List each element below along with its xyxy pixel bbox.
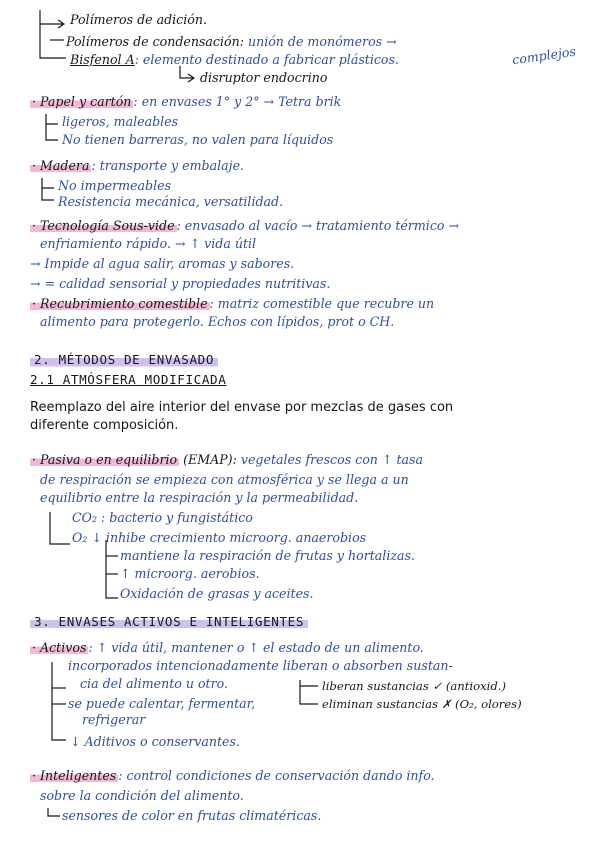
bracket-arrow-icon <box>50 512 70 544</box>
note-text: Bisfenol A <box>70 52 135 67</box>
note-line: disruptor endocrino <box>200 70 328 85</box>
note-term: · Recubrimiento comestible <box>32 296 208 311</box>
note-line: equilibrio entre la respiración y la permeabilidad. <box>40 490 359 505</box>
note-text: : elemento destinado a fabricar plásticos. <box>134 52 399 67</box>
note-line: ligeros, maleables <box>62 114 179 129</box>
arrow-icon <box>48 808 60 816</box>
note-term: · Activos <box>32 640 87 655</box>
note-text: : matriz comestible que recubre un <box>209 296 435 311</box>
note-line: eliminan sustancias ✗ (O₂, olores) <box>322 697 522 711</box>
note-text: unión de monómeros → <box>247 34 397 49</box>
note-line <box>30 768 435 784</box>
note-term: · Tecnología Sous-vide <box>32 218 175 233</box>
note-text: : control condiciones de conservación dando info. <box>118 768 435 783</box>
subsection-heading: 2.1 ATMÓSFERA MODIFICADA <box>30 372 227 387</box>
arrow-icon <box>42 178 54 188</box>
note-term: · Pasiva o en equilibrio <box>32 452 178 467</box>
note-line: → Impide al agua salir, aromas y sabores. <box>30 256 295 271</box>
note-term: · Madera <box>32 158 90 173</box>
note-text: : transporte y embalaje. <box>91 158 245 173</box>
note-line <box>30 94 341 110</box>
note-line <box>30 158 244 174</box>
paragraph-line: Reemplazo del aire interior del envase por mezclas de gases con <box>30 400 454 415</box>
note-text: (EMAP): <box>183 452 237 467</box>
note-line <box>70 52 399 68</box>
note-line: Oxidación de grasas y aceites. <box>120 586 314 601</box>
note-line: refrigerar <box>82 712 146 727</box>
note-line: incorporados intencionadamente liberan o absorben sustan- <box>68 658 453 673</box>
arrow-icon <box>40 20 64 28</box>
bracket-arrow-icon <box>300 680 318 704</box>
note-line: O₂ ↓ inhibe crecimiento microorg. anaerobios <box>72 530 367 545</box>
note-text: : ↑ vida útil, mantener o ↑ el estado de un alimento. <box>88 640 424 655</box>
bracket-arrow-icon <box>106 540 118 598</box>
note-term: · Papel y cartón <box>32 94 132 109</box>
arrow-icon <box>42 188 54 200</box>
section-heading <box>30 614 308 630</box>
note-line: sobre la condición del alimento. <box>40 788 244 803</box>
note-line <box>66 34 397 50</box>
note-line: cia del alimento u otro. <box>80 676 228 691</box>
arrow-icon <box>180 66 194 82</box>
note-line <box>30 296 434 312</box>
note-text: Polímeros de condensación: <box>66 34 244 49</box>
note-text: : envasado al vacío → tratamiento térmico → <box>176 218 460 233</box>
arrow-icon <box>46 114 58 124</box>
heading-text: 2. MÉTODOS DE ENVASADO <box>30 352 218 367</box>
note-text: vegetales frescos con ↑ tasa <box>240 452 424 467</box>
section-heading <box>30 352 218 368</box>
note-line: mantiene la respiración de frutas y hortalizas. <box>120 548 415 563</box>
note-line: ↓ Aditivos o conservantes. <box>70 734 240 749</box>
note-line: CO₂ : bacterio y fungistático <box>72 510 253 525</box>
note-line: complejos <box>511 43 577 68</box>
note-text: : en envases 1° y 2° → Tetra brik <box>133 94 342 109</box>
note-line: Polímeros de adición. <box>70 12 207 27</box>
note-line: alimento para protegerlo. Echos con lípidos, prot o CH. <box>40 314 395 329</box>
note-line: Resistencia mecánica, versatilidad. <box>58 194 284 209</box>
note-line: se puede calentar, fermentar, <box>68 696 256 711</box>
bracket-arrow-icon <box>40 10 66 58</box>
note-line: No tienen barreras, no valen para líquidos <box>62 132 334 147</box>
note-line <box>30 218 459 234</box>
note-line: enfriamiento rápido. → ↑ vida útil <box>40 236 257 251</box>
note-line: ↑ microorg. aerobios. <box>120 566 260 581</box>
note-line: No impermeables <box>58 178 172 193</box>
heading-text: 3. ENVASES ACTIVOS E INTELIGENTES <box>30 614 308 629</box>
note-line: liberan sustancias ✓ (antioxid.) <box>322 679 506 693</box>
note-line <box>30 452 423 468</box>
note-line <box>30 640 424 656</box>
bracket-arrow-icon <box>52 662 66 740</box>
arrow-icon <box>46 124 58 140</box>
note-line: sensores de color en frutas climatéricas. <box>62 808 322 823</box>
paragraph-line: diferente composición. <box>30 418 179 433</box>
note-line: → = calidad sensorial y propiedades nutritivas. <box>30 276 331 291</box>
note-line: de respiración se empieza con atmosférica y se llega a un <box>40 472 409 487</box>
note-term: · Inteligentes <box>32 768 117 783</box>
